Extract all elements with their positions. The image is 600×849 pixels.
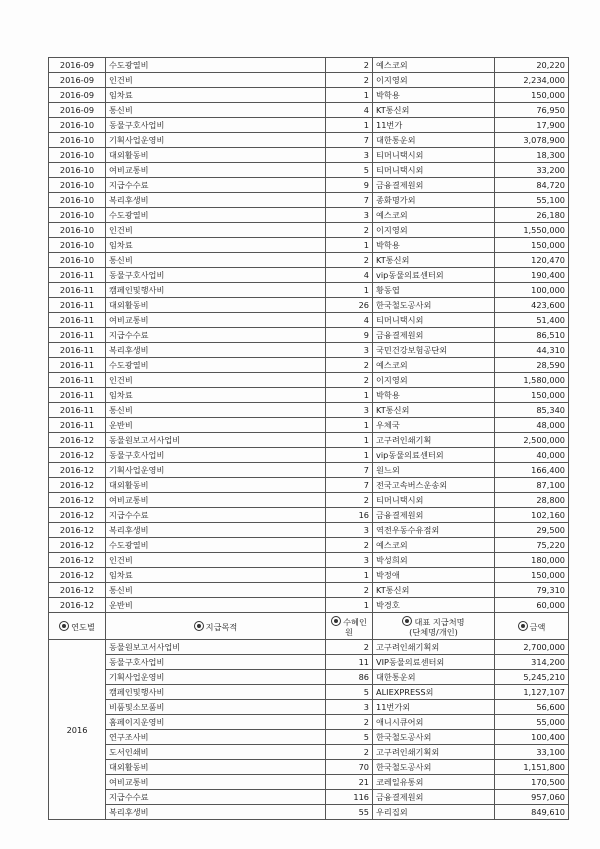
amount-cell: 33,100 — [495, 745, 569, 760]
count-cell: 2 — [326, 538, 373, 553]
amount-cell: 79,310 — [495, 583, 569, 598]
payee-cell: 이지영외 — [373, 73, 495, 88]
amount-cell: 180,000 — [495, 553, 569, 568]
payee-cell: 금융결제원외 — [373, 328, 495, 343]
count-cell: 5 — [326, 163, 373, 178]
payee-cell: 티머니택시외 — [373, 493, 495, 508]
amount-cell: 166,400 — [495, 463, 569, 478]
payee-cell: 대한통운외 — [373, 670, 495, 685]
table-row — [49, 553, 569, 568]
table-row — [49, 88, 569, 103]
table-row — [49, 463, 569, 478]
count-cell: 2 — [326, 358, 373, 373]
period-cell: 2016-10 — [49, 253, 106, 268]
table-row — [49, 223, 569, 238]
payee-cell: 예스코외 — [373, 538, 495, 553]
period-cell: 2016-10 — [49, 223, 106, 238]
count-cell: 2 — [326, 58, 373, 73]
table-row — [49, 493, 569, 508]
payee-cell: 박경호 — [373, 598, 495, 613]
summary-row — [49, 670, 569, 685]
purpose-cell: 인건비 — [106, 223, 326, 238]
payee-cell: 예스코외 — [373, 358, 495, 373]
period-cell: 2016-09 — [49, 88, 106, 103]
period-cell: 2016-11 — [49, 358, 106, 373]
period-cell: 2016-09 — [49, 58, 106, 73]
count-cell: 4 — [326, 103, 373, 118]
amount-cell: 150,000 — [495, 88, 569, 103]
summary-row — [49, 685, 569, 700]
bullet-icon — [518, 621, 528, 631]
period-cell: 2016-11 — [49, 373, 106, 388]
purpose-cell: 수도광열비 — [106, 208, 326, 223]
amount-cell: 51,400 — [495, 313, 569, 328]
purpose-cell: 지급수수료 — [106, 508, 326, 523]
purpose-cell: 동물구호사업비 — [106, 448, 326, 463]
table-row — [49, 433, 569, 448]
payee-cell: 고구려인쇄기획 — [373, 433, 495, 448]
payee-cell: 대한통운외 — [373, 133, 495, 148]
payee-cell: 전국고속버스운송외 — [373, 478, 495, 493]
count-cell: 1 — [326, 568, 373, 583]
payee-cell: 금융결제원외 — [373, 790, 495, 805]
purpose-cell: 지급수수료 — [106, 178, 326, 193]
amount-cell: 1,580,000 — [495, 373, 569, 388]
purpose-cell: 수도광열비 — [106, 538, 326, 553]
purpose-cell: 캠페인및행사비 — [106, 283, 326, 298]
payee-cell: VIP동물의료센터외 — [373, 655, 495, 670]
period-cell: 2016-12 — [49, 568, 106, 583]
amount-cell: 5,245,210 — [495, 670, 569, 685]
amount-cell: 18,300 — [495, 148, 569, 163]
payee-cell: KT통신외 — [373, 583, 495, 598]
count-cell: 2 — [326, 640, 373, 655]
period-cell: 2016-09 — [49, 73, 106, 88]
purpose-cell: 통신비 — [106, 103, 326, 118]
period-cell: 2016-11 — [49, 313, 106, 328]
amount-cell: 28,800 — [495, 493, 569, 508]
amount-cell: 26,180 — [495, 208, 569, 223]
amount-cell: 56,600 — [495, 700, 569, 715]
table-row — [49, 163, 569, 178]
count-cell: 116 — [326, 790, 373, 805]
amount-cell: 75,220 — [495, 538, 569, 553]
count-cell: 2 — [326, 493, 373, 508]
summary-row — [49, 790, 569, 805]
table-row — [49, 103, 569, 118]
count-cell: 7 — [326, 133, 373, 148]
payee-cell: KT통신외 — [373, 253, 495, 268]
count-cell: 86 — [326, 670, 373, 685]
payee-cell: 고구려인쇄기획외 — [373, 640, 495, 655]
count-cell: 4 — [326, 268, 373, 283]
amount-cell: 1,550,000 — [495, 223, 569, 238]
summary-row — [49, 640, 569, 655]
purpose-cell: 수도광열비 — [106, 58, 326, 73]
amount-cell: 28,590 — [495, 358, 569, 373]
amount-cell: 48,000 — [495, 418, 569, 433]
amount-cell: 60,000 — [495, 598, 569, 613]
table-row — [49, 448, 569, 463]
count-cell: 4 — [326, 313, 373, 328]
amount-cell: 20,220 — [495, 58, 569, 73]
table-row — [49, 73, 569, 88]
period-cell: 2016-11 — [49, 283, 106, 298]
purpose-cell: 도서인쇄비 — [106, 745, 326, 760]
amount-cell: 849,610 — [495, 805, 569, 820]
period-cell: 2016-10 — [49, 133, 106, 148]
payee-cell: 원느외 — [373, 463, 495, 478]
table-row — [49, 478, 569, 493]
table-row — [49, 58, 569, 73]
count-cell: 3 — [326, 523, 373, 538]
count-cell: 3 — [326, 403, 373, 418]
payee-cell: 티머니택시외 — [373, 163, 495, 178]
purpose-cell: 복리후생비 — [106, 193, 326, 208]
purpose-cell: 기획사업운영비 — [106, 670, 326, 685]
period-cell: 2016-12 — [49, 598, 106, 613]
table-row — [49, 118, 569, 133]
period-cell: 2016-12 — [49, 478, 106, 493]
count-cell: 1 — [326, 238, 373, 253]
payee-cell: 우체국 — [373, 418, 495, 433]
purpose-cell: 운반비 — [106, 418, 326, 433]
payee-cell: 애니시큐어외 — [373, 715, 495, 730]
amount-cell: 1,151,800 — [495, 760, 569, 775]
payee-cell: 종화명가외 — [373, 193, 495, 208]
payee-cell: 박학용 — [373, 238, 495, 253]
amount-cell: 957,060 — [495, 790, 569, 805]
payee-cell: 황동엽 — [373, 283, 495, 298]
purpose-cell: 운반비 — [106, 598, 326, 613]
payee-cell: 이지영외 — [373, 373, 495, 388]
purpose-cell: 동물원보고서사업비 — [106, 433, 326, 448]
payee-cell: 우리집외 — [373, 805, 495, 820]
payee-cell: 11번가외 — [373, 700, 495, 715]
period-cell: 2016-09 — [49, 103, 106, 118]
table-row — [49, 523, 569, 538]
payee-cell: 한국철도공사외 — [373, 760, 495, 775]
table-row — [49, 358, 569, 373]
purpose-cell: 기획사업운영비 — [106, 133, 326, 148]
bullet-icon — [331, 616, 341, 626]
amount-cell: 150,000 — [495, 568, 569, 583]
summary-row — [49, 655, 569, 670]
table-row — [49, 343, 569, 358]
payee-cell: 금융결제원외 — [373, 178, 495, 193]
summary-row — [49, 700, 569, 715]
amount-cell: 100,000 — [495, 283, 569, 298]
period-cell: 2016-10 — [49, 238, 106, 253]
purpose-cell: 인건비 — [106, 553, 326, 568]
amount-cell: 33,200 — [495, 163, 569, 178]
amount-cell: 17,900 — [495, 118, 569, 133]
purpose-cell: 비품및소모품비 — [106, 700, 326, 715]
count-cell: 26 — [326, 298, 373, 313]
purpose-cell: 임차료 — [106, 238, 326, 253]
period-cell: 2016-11 — [49, 403, 106, 418]
amount-cell: 2,234,000 — [495, 73, 569, 88]
period-cell: 2016-11 — [49, 388, 106, 403]
payee-cell: 박정애 — [373, 568, 495, 583]
table-row — [49, 208, 569, 223]
purpose-cell: 인건비 — [106, 373, 326, 388]
summary-row — [49, 775, 569, 790]
year-cell: 2016 — [49, 640, 106, 820]
payee-cell: 11번가 — [373, 118, 495, 133]
table-row — [49, 373, 569, 388]
table-row — [49, 598, 569, 613]
bullet-icon — [59, 621, 69, 631]
amount-cell: 314,200 — [495, 655, 569, 670]
payee-cell: KT통신외 — [373, 403, 495, 418]
amount-cell: 150,000 — [495, 238, 569, 253]
table-row — [49, 388, 569, 403]
count-cell: 3 — [326, 208, 373, 223]
purpose-cell: 임차료 — [106, 388, 326, 403]
period-cell: 2016-11 — [49, 298, 106, 313]
payee-cell: vip동물의료센터외 — [373, 448, 495, 463]
count-cell: 1 — [326, 598, 373, 613]
summary-row — [49, 745, 569, 760]
table-row — [49, 298, 569, 313]
amount-cell: 190,400 — [495, 268, 569, 283]
table-row — [49, 568, 569, 583]
period-cell: 2016-11 — [49, 268, 106, 283]
count-cell: 3 — [326, 343, 373, 358]
summary-row — [49, 760, 569, 775]
purpose-cell: 기획사업운영비 — [106, 463, 326, 478]
purpose-cell: 복리후생비 — [106, 343, 326, 358]
count-cell: 9 — [326, 178, 373, 193]
amount-cell: 170,500 — [495, 775, 569, 790]
count-cell: 1 — [326, 388, 373, 403]
table-row — [49, 313, 569, 328]
purpose-cell: 인건비 — [106, 73, 326, 88]
period-cell: 2016-12 — [49, 508, 106, 523]
amount-cell: 40,000 — [495, 448, 569, 463]
amount-cell: 55,100 — [495, 193, 569, 208]
payee-cell: ALIEXPRESS외 — [373, 685, 495, 700]
count-cell: 5 — [326, 730, 373, 745]
table-row — [49, 418, 569, 433]
purpose-cell: 대외활동비 — [106, 478, 326, 493]
purpose-cell: 여비교통비 — [106, 493, 326, 508]
amount-cell: 86,510 — [495, 328, 569, 343]
header-count: 수혜인원 — [326, 613, 373, 640]
payee-cell: vip동물의료센터외 — [373, 268, 495, 283]
count-cell: 1 — [326, 418, 373, 433]
summary-row — [49, 730, 569, 745]
monthly-rows — [49, 58, 569, 613]
amount-cell: 100,400 — [495, 730, 569, 745]
period-cell: 2016-11 — [49, 418, 106, 433]
count-cell: 3 — [326, 553, 373, 568]
table-row — [49, 508, 569, 523]
payee-cell: KT통신외 — [373, 103, 495, 118]
payee-cell: 티머니택시외 — [373, 148, 495, 163]
table-row — [49, 193, 569, 208]
summary-header — [49, 613, 569, 640]
count-cell: 70 — [326, 760, 373, 775]
table-row — [49, 283, 569, 298]
count-cell: 1 — [326, 433, 373, 448]
purpose-cell: 동물구호사업비 — [106, 118, 326, 133]
table-row — [49, 268, 569, 283]
amount-cell: 84,720 — [495, 178, 569, 193]
purpose-cell: 동물구호사업비 — [106, 655, 326, 670]
period-cell: 2016-12 — [49, 448, 106, 463]
purpose-cell: 대외활동비 — [106, 760, 326, 775]
count-cell: 55 — [326, 805, 373, 820]
amount-cell: 120,470 — [495, 253, 569, 268]
purpose-cell: 여비교통비 — [106, 163, 326, 178]
count-cell: 21 — [326, 775, 373, 790]
purpose-cell: 홈페이지운영비 — [106, 715, 326, 730]
payee-cell: 금융결제원외 — [373, 508, 495, 523]
header-purpose: 지급목적 — [106, 613, 326, 640]
period-cell: 2016-12 — [49, 553, 106, 568]
count-cell: 5 — [326, 685, 373, 700]
amount-cell: 423,600 — [495, 298, 569, 313]
payee-cell: 예스코외 — [373, 58, 495, 73]
count-cell: 2 — [326, 223, 373, 238]
period-cell: 2016-12 — [49, 583, 106, 598]
table-row — [49, 583, 569, 598]
period-cell: 2016-12 — [49, 523, 106, 538]
amount-cell: 44,310 — [495, 343, 569, 358]
table-row — [49, 238, 569, 253]
table-row — [49, 253, 569, 268]
bullet-icon — [194, 621, 204, 631]
count-cell: 2 — [326, 253, 373, 268]
count-cell: 1 — [326, 118, 373, 133]
amount-cell: 76,950 — [495, 103, 569, 118]
count-cell: 1 — [326, 448, 373, 463]
amount-cell: 1,127,107 — [495, 685, 569, 700]
purpose-cell: 통신비 — [106, 583, 326, 598]
count-cell: 9 — [326, 328, 373, 343]
period-cell: 2016-10 — [49, 193, 106, 208]
purpose-cell: 통신비 — [106, 403, 326, 418]
period-cell: 2016-10 — [49, 208, 106, 223]
purpose-cell: 지급수수료 — [106, 328, 326, 343]
payee-cell: 이지영외 — [373, 223, 495, 238]
purpose-cell: 복리후생비 — [106, 805, 326, 820]
count-cell: 1 — [326, 88, 373, 103]
amount-cell: 102,160 — [495, 508, 569, 523]
table-row — [49, 133, 569, 148]
payee-cell: 한국철도공사외 — [373, 730, 495, 745]
count-cell: 7 — [326, 463, 373, 478]
amount-cell: 3,078,900 — [495, 133, 569, 148]
purpose-cell: 대외활동비 — [106, 148, 326, 163]
purpose-cell: 임차료 — [106, 88, 326, 103]
count-cell: 2 — [326, 73, 373, 88]
period-cell: 2016-10 — [49, 163, 106, 178]
purpose-cell: 임차료 — [106, 568, 326, 583]
payee-cell: 국민건강보험공단외 — [373, 343, 495, 358]
period-cell: 2016-10 — [49, 148, 106, 163]
summary-row — [49, 805, 569, 820]
amount-cell: 55,000 — [495, 715, 569, 730]
purpose-cell: 대외활동비 — [106, 298, 326, 313]
purpose-cell: 수도광열비 — [106, 358, 326, 373]
count-cell: 2 — [326, 715, 373, 730]
summary-header-row — [49, 613, 569, 640]
count-cell: 7 — [326, 478, 373, 493]
payee-cell: 역전우동수유점외 — [373, 523, 495, 538]
purpose-cell: 동물원보고서사업비 — [106, 640, 326, 655]
table-row — [49, 328, 569, 343]
payee-cell: 박학용 — [373, 88, 495, 103]
payee-cell: 티머니택시외 — [373, 313, 495, 328]
payee-cell: 고구려인쇄기획외 — [373, 745, 495, 760]
payee-cell: 박학용 — [373, 388, 495, 403]
payee-cell: 예스코외 — [373, 208, 495, 223]
purpose-cell: 통신비 — [106, 253, 326, 268]
purpose-cell: 지급수수료 — [106, 790, 326, 805]
header-payee: 대표 지급처명 (단체명/개인) — [373, 613, 495, 640]
payee-cell: 코레일유통외 — [373, 775, 495, 790]
count-cell: 16 — [326, 508, 373, 523]
purpose-cell: 연구조사비 — [106, 730, 326, 745]
period-cell: 2016-11 — [49, 343, 106, 358]
header-year: 연도별 — [49, 613, 106, 640]
count-cell: 3 — [326, 700, 373, 715]
expenditure-table — [48, 57, 569, 820]
period-cell: 2016-10 — [49, 118, 106, 133]
count-cell: 2 — [326, 745, 373, 760]
count-cell: 3 — [326, 148, 373, 163]
purpose-cell: 동물구호사업비 — [106, 268, 326, 283]
purpose-cell: 복리후생비 — [106, 523, 326, 538]
count-cell: 2 — [326, 373, 373, 388]
purpose-cell: 여비교통비 — [106, 775, 326, 790]
table-row — [49, 403, 569, 418]
period-cell: 2016-12 — [49, 463, 106, 478]
table-row — [49, 538, 569, 553]
count-cell: 11 — [326, 655, 373, 670]
period-cell: 2016-12 — [49, 433, 106, 448]
period-cell: 2016-12 — [49, 493, 106, 508]
payee-cell: 박성희외 — [373, 553, 495, 568]
payee-cell: 한국철도공사외 — [373, 298, 495, 313]
amount-cell: 29,500 — [495, 523, 569, 538]
header-amount: 금액 — [495, 613, 569, 640]
period-cell: 2016-12 — [49, 538, 106, 553]
amount-cell: 2,500,000 — [495, 433, 569, 448]
amount-cell: 87,100 — [495, 478, 569, 493]
purpose-cell: 캠페인및행사비 — [106, 685, 326, 700]
amount-cell: 2,700,000 — [495, 640, 569, 655]
summary-rows — [49, 640, 569, 820]
amount-cell: 150,000 — [495, 388, 569, 403]
count-cell: 2 — [326, 583, 373, 598]
period-cell: 2016-10 — [49, 178, 106, 193]
purpose-cell: 여비교통비 — [106, 313, 326, 328]
period-cell: 2016-11 — [49, 328, 106, 343]
count-cell: 1 — [326, 283, 373, 298]
table-row — [49, 178, 569, 193]
amount-cell: 85,340 — [495, 403, 569, 418]
summary-row — [49, 715, 569, 730]
table-row — [49, 148, 569, 163]
count-cell: 7 — [326, 193, 373, 208]
bullet-icon — [402, 616, 412, 626]
